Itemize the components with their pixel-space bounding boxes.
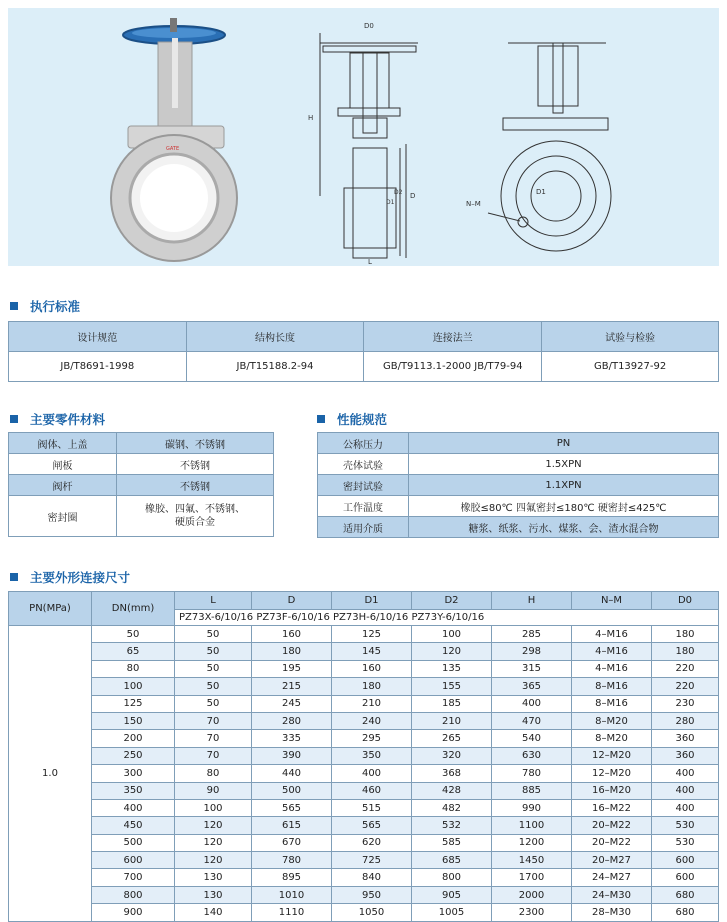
- table-cell: 70: [175, 730, 252, 747]
- table-cell: 120: [175, 852, 252, 869]
- material-line: 硬质合金: [175, 517, 215, 528]
- materials-table: [8, 432, 274, 537]
- table-cell: 16–M22: [572, 799, 652, 816]
- table-cell: 450: [92, 817, 175, 834]
- circle-d1-label: D1: [536, 188, 546, 196]
- table-cell: 215: [252, 678, 332, 695]
- table-cell: 350: [92, 782, 175, 799]
- table-row: [9, 730, 719, 747]
- table-cell: 155: [412, 678, 492, 695]
- perf-name: 工作温度: [318, 496, 409, 517]
- material-line: 橡胶、四氟、不锈钢、: [145, 504, 245, 515]
- table-cell: 428: [412, 782, 492, 799]
- dim-header: D2: [412, 592, 492, 610]
- table-cell: 200: [92, 730, 175, 747]
- table-cell: 16–M20: [572, 782, 652, 799]
- table-cell: 400: [652, 765, 719, 782]
- table-row: [9, 817, 719, 834]
- table-cell: 180: [652, 626, 719, 643]
- section-performance-title: 性能规范: [317, 410, 387, 428]
- table-cell: 350: [332, 747, 412, 764]
- section-materials-title: 主要零件材料: [10, 410, 105, 428]
- pn-cell: 1.0: [9, 626, 92, 922]
- table-row: [9, 904, 719, 921]
- table-cell: 100: [412, 626, 492, 643]
- table-cell: 125: [332, 626, 412, 643]
- d2-label: D2: [394, 189, 403, 196]
- d1-label: D1: [386, 199, 395, 206]
- table-row: [9, 886, 719, 903]
- material-part: 闸板: [9, 454, 117, 475]
- table-cell: 335: [252, 730, 332, 747]
- table-cell: 600: [652, 869, 719, 886]
- table-cell: 540: [492, 730, 572, 747]
- table-cell: 565: [252, 799, 332, 816]
- table-row: [9, 695, 719, 712]
- table-cell: 24–M30: [572, 886, 652, 903]
- dim-header: H: [492, 592, 572, 610]
- perf-name: 密封试验: [318, 475, 409, 496]
- d0-label: D0: [364, 22, 374, 30]
- table-row: [9, 643, 719, 660]
- table-cell: 80: [92, 660, 175, 677]
- valve-photo: [111, 18, 237, 261]
- table-cell: 90: [175, 782, 252, 799]
- section-dimensions-title: 主要外形连接尺寸: [10, 568, 130, 586]
- table-cell: 800: [412, 869, 492, 886]
- dim-header: D: [252, 592, 332, 610]
- perf-value: 糖浆、纸浆、污水、煤浆、会、渣水混合物: [409, 517, 719, 538]
- table-row: [9, 765, 719, 782]
- table-row: [9, 782, 719, 799]
- table-cell: 482: [412, 799, 492, 816]
- h-label: H: [308, 114, 314, 122]
- table-cell: 100: [175, 799, 252, 816]
- material-part: 密封圈: [9, 496, 117, 537]
- table-row: [9, 799, 719, 816]
- table-cell: 185: [412, 695, 492, 712]
- table-cell: 20–M27: [572, 852, 652, 869]
- table-cell: 500: [92, 834, 175, 851]
- table-cell: 900: [92, 904, 175, 921]
- table-row: [9, 869, 719, 886]
- table-cell: 8–M20: [572, 712, 652, 729]
- table-cell: 600: [652, 852, 719, 869]
- table-cell: 140: [175, 904, 252, 921]
- table-cell: 315: [492, 660, 572, 677]
- table-cell: 532: [412, 817, 492, 834]
- std-header: 连接法兰: [364, 322, 542, 352]
- table-row: [9, 678, 719, 695]
- table-cell: 8–M16: [572, 678, 652, 695]
- material-value: 碳钢、不锈钢: [117, 433, 274, 454]
- table-cell: 180: [332, 678, 412, 695]
- table-cell: 245: [252, 695, 332, 712]
- table-cell: 885: [492, 782, 572, 799]
- std-header: 结构长度: [186, 322, 364, 352]
- dim-header: DN(mm): [92, 592, 175, 626]
- table-cell: 8–M20: [572, 730, 652, 747]
- table-cell: 65: [92, 643, 175, 660]
- section-marker: [317, 415, 325, 423]
- table-cell: 685: [412, 852, 492, 869]
- table-row: [9, 626, 719, 643]
- table-cell: 320: [412, 747, 492, 764]
- std-value: GB/T9113.1-2000 JB/T79-94: [364, 352, 542, 382]
- section-marker: [10, 573, 18, 581]
- table-cell: 1200: [492, 834, 572, 851]
- svg-text:GATE: GATE: [166, 146, 180, 152]
- table-cell: 950: [332, 886, 412, 903]
- perf-value: 1.1XPN: [409, 475, 719, 496]
- table-row: [9, 747, 719, 764]
- table-cell: 400: [332, 765, 412, 782]
- table-cell: 70: [175, 747, 252, 764]
- front-view-drawing: [488, 43, 611, 251]
- table-cell: 220: [652, 678, 719, 695]
- table-cell: 2000: [492, 886, 572, 903]
- model-name: PZ73X-6/10/16: [179, 612, 254, 623]
- table-cell: 530: [652, 834, 719, 851]
- model-name: PZ73Y-6/10/16: [411, 612, 485, 623]
- std-header: 试验与检验: [542, 322, 719, 352]
- table-cell: 680: [652, 904, 719, 921]
- table-cell: 130: [175, 869, 252, 886]
- table-cell: 440: [252, 765, 332, 782]
- d-label: D: [410, 192, 416, 200]
- table-cell: 24–M27: [572, 869, 652, 886]
- table-cell: 400: [92, 799, 175, 816]
- table-cell: 470: [492, 712, 572, 729]
- material-part: 阀杆: [9, 475, 117, 496]
- table-cell: 1010: [252, 886, 332, 903]
- table-cell: 670: [252, 834, 332, 851]
- table-cell: 250: [92, 747, 175, 764]
- performance-table: [317, 432, 719, 538]
- table-cell: 280: [252, 712, 332, 729]
- table-cell: 4–M16: [572, 626, 652, 643]
- table-cell: 630: [492, 747, 572, 764]
- perf-name: 适用介质: [318, 517, 409, 538]
- standards-table: [8, 321, 719, 382]
- perf-name: 公称压力: [318, 433, 409, 454]
- table-cell: 180: [252, 643, 332, 660]
- table-cell: 680: [652, 886, 719, 903]
- section-drawing: [320, 33, 418, 266]
- table-cell: 265: [412, 730, 492, 747]
- material-value: [117, 496, 274, 537]
- table-cell: 515: [332, 799, 412, 816]
- table-cell: 195: [252, 660, 332, 677]
- table-cell: 1700: [492, 869, 572, 886]
- std-value: JB/T15188.2-94: [186, 352, 364, 382]
- table-cell: 120: [175, 817, 252, 834]
- table-cell: 130: [175, 886, 252, 903]
- perf-value: 1.5XPN: [409, 454, 719, 475]
- table-cell: 780: [252, 852, 332, 869]
- table-cell: 210: [412, 712, 492, 729]
- table-row: [9, 834, 719, 851]
- table-cell: 145: [332, 643, 412, 660]
- perf-name: 壳体试验: [318, 454, 409, 475]
- table-cell: 905: [412, 886, 492, 903]
- table-cell: 120: [412, 643, 492, 660]
- dim-header: D0: [652, 592, 719, 610]
- table-cell: 100: [92, 678, 175, 695]
- table-cell: 800: [92, 886, 175, 903]
- dim-header: N–M: [572, 592, 652, 610]
- table-cell: 1100: [492, 817, 572, 834]
- table-cell: 12–M20: [572, 747, 652, 764]
- table-cell: 125: [92, 695, 175, 712]
- table-cell: 780: [492, 765, 572, 782]
- table-cell: 365: [492, 678, 572, 695]
- table-cell: 1050: [332, 904, 412, 921]
- table-cell: 160: [332, 660, 412, 677]
- table-cell: 725: [332, 852, 412, 869]
- table-cell: 50: [175, 695, 252, 712]
- table-cell: 1005: [412, 904, 492, 921]
- valve-drawings: [8, 8, 719, 266]
- table-cell: 20–M22: [572, 834, 652, 851]
- table-cell: 400: [652, 799, 719, 816]
- table-cell: 120: [175, 834, 252, 851]
- material-value: 不锈钢: [117, 475, 274, 496]
- section-marker: [10, 302, 18, 310]
- table-cell: 620: [332, 834, 412, 851]
- table-cell: 600: [92, 852, 175, 869]
- table-cell: 530: [652, 817, 719, 834]
- table-cell: 160: [252, 626, 332, 643]
- table-cell: 20–M22: [572, 817, 652, 834]
- table-cell: 298: [492, 643, 572, 660]
- table-cell: 300: [92, 765, 175, 782]
- table-cell: 615: [252, 817, 332, 834]
- table-cell: 460: [332, 782, 412, 799]
- table-cell: 50: [175, 626, 252, 643]
- table-cell: 295: [332, 730, 412, 747]
- table-cell: 150: [92, 712, 175, 729]
- table-cell: 1110: [252, 904, 332, 921]
- dim-header: L: [175, 592, 252, 610]
- table-cell: 565: [332, 817, 412, 834]
- table-cell: 50: [92, 626, 175, 643]
- table-cell: 390: [252, 747, 332, 764]
- material-part: 阀体、上盖: [9, 433, 117, 454]
- table-cell: 210: [332, 695, 412, 712]
- product-hero-image: [8, 8, 719, 266]
- table-cell: 700: [92, 869, 175, 886]
- table-cell: 50: [175, 643, 252, 660]
- perf-value: 橡胶≤80℃ 四氟密封≤180℃ 硬密封≤425℃: [409, 496, 719, 517]
- section-standards-title: 执行标准: [10, 297, 80, 315]
- table-row: [9, 712, 719, 729]
- table-cell: 1450: [492, 852, 572, 869]
- table-cell: 360: [652, 747, 719, 764]
- material-value: 不锈钢: [117, 454, 274, 475]
- dimensions-table: [8, 591, 719, 922]
- table-cell: 230: [652, 695, 719, 712]
- dim-header: PN(MPa): [9, 592, 92, 626]
- table-cell: 840: [332, 869, 412, 886]
- std-header: 设计规范: [9, 322, 187, 352]
- table-row: [9, 660, 719, 677]
- table-cell: 285: [492, 626, 572, 643]
- table-cell: 240: [332, 712, 412, 729]
- table-cell: 50: [175, 660, 252, 677]
- table-cell: 135: [412, 660, 492, 677]
- table-cell: 50: [175, 678, 252, 695]
- model-name: PZ73F-6/10/16: [256, 612, 330, 623]
- table-cell: 990: [492, 799, 572, 816]
- table-cell: 8–M16: [572, 695, 652, 712]
- table-cell: 12–M20: [572, 765, 652, 782]
- table-cell: 280: [652, 712, 719, 729]
- table-cell: 2300: [492, 904, 572, 921]
- std-value: GB/T13927-92: [542, 352, 719, 382]
- model-list: [175, 610, 719, 626]
- table-cell: 368: [412, 765, 492, 782]
- std-value: JB/T8691-1998: [9, 352, 187, 382]
- table-cell: 80: [175, 765, 252, 782]
- dim-header: D1: [332, 592, 412, 610]
- table-cell: 585: [412, 834, 492, 851]
- table-cell: 500: [252, 782, 332, 799]
- table-cell: 220: [652, 660, 719, 677]
- table-cell: 28–M30: [572, 904, 652, 921]
- table-cell: 70: [175, 712, 252, 729]
- perf-value: PN: [409, 433, 719, 454]
- table-cell: 4–M16: [572, 643, 652, 660]
- table-cell: 895: [252, 869, 332, 886]
- table-cell: 4–M16: [572, 660, 652, 677]
- model-name: PZ73H-6/10/16: [333, 612, 409, 623]
- section-marker: [10, 415, 18, 423]
- table-cell: 400: [652, 782, 719, 799]
- table-cell: 400: [492, 695, 572, 712]
- table-cell: 180: [652, 643, 719, 660]
- table-cell: 360: [652, 730, 719, 747]
- table-row: [9, 852, 719, 869]
- nm-label: N–M: [466, 200, 481, 208]
- l-label: L: [368, 258, 372, 266]
